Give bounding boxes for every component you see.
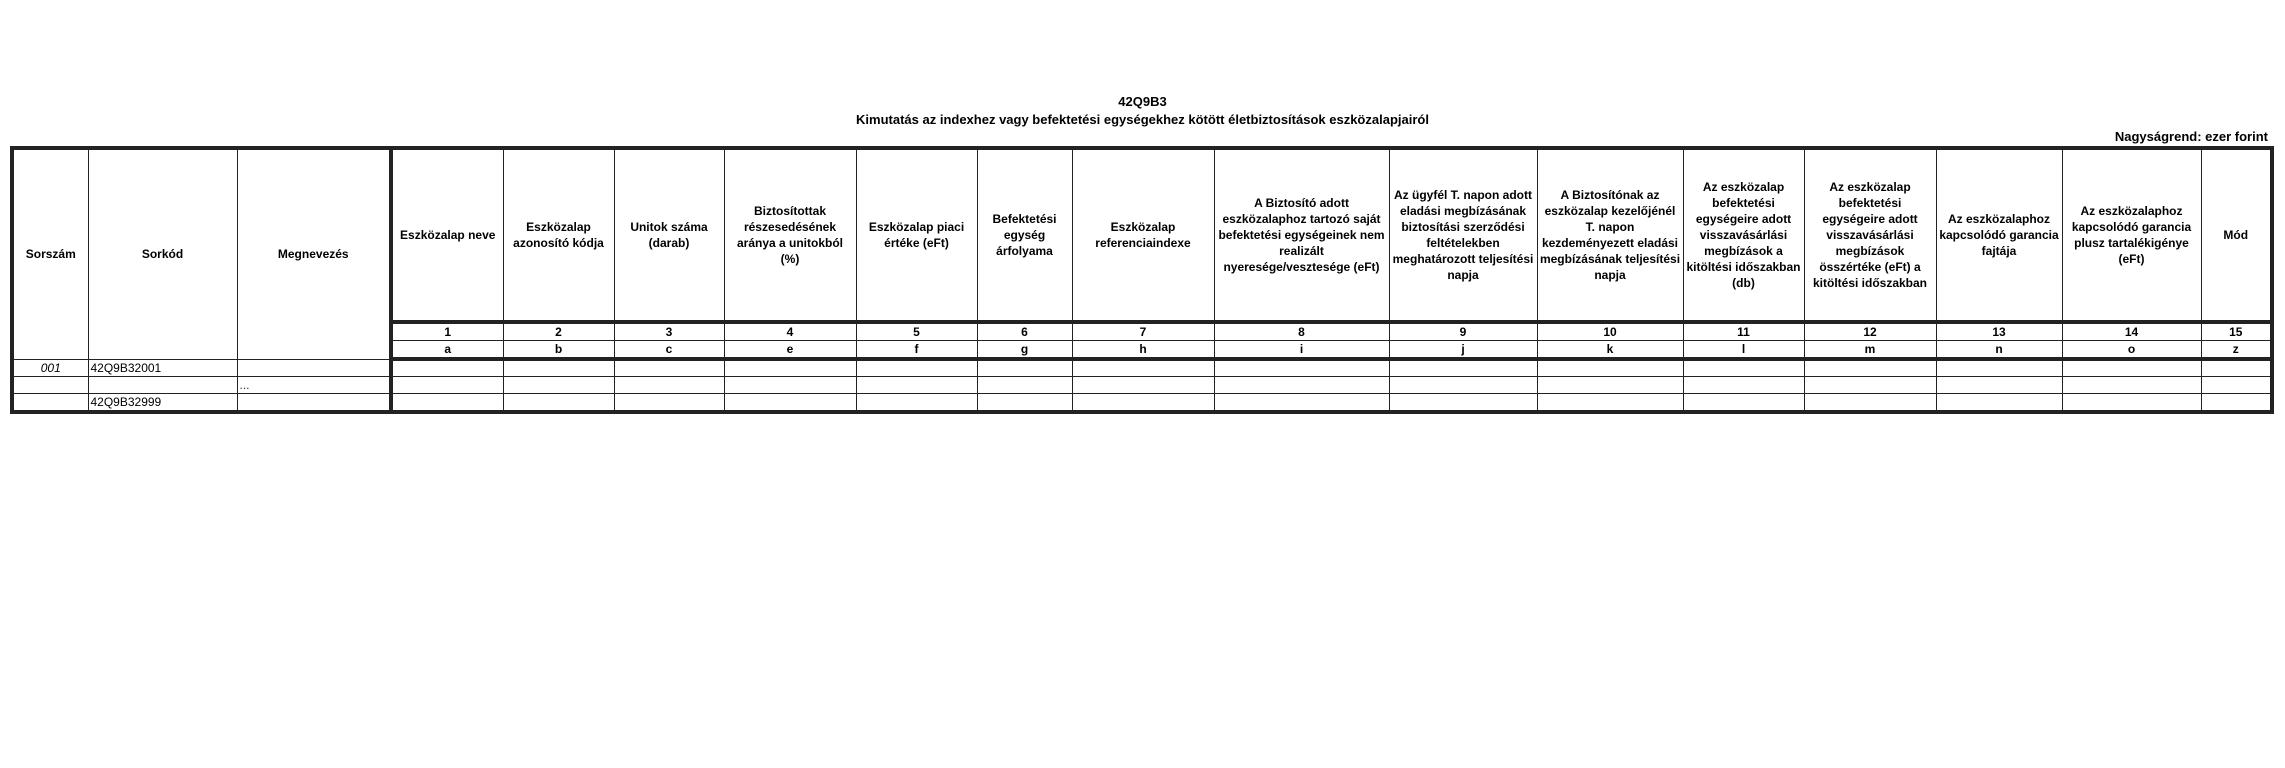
col-letter-l: l (1683, 341, 1804, 360)
report-code: 42Q9B3 (1118, 94, 1167, 109)
header-sorszam: Sorszám (12, 148, 88, 359)
col-number-9: 9 (1389, 322, 1537, 341)
report-table (10, 146, 2274, 414)
data-cell[interactable] (1804, 359, 1936, 377)
header-col-10: A Biztosítónak az eszközalap kezelőjénél T. napon kezdeményezett eladási megbízásának teljesítési napja (1537, 148, 1683, 322)
unit-note: Nagyságrend: ezer forint (2114, 129, 2268, 144)
data-cell[interactable] (1683, 359, 1804, 377)
data-cell[interactable] (977, 359, 1072, 377)
data-cell[interactable] (1389, 359, 1537, 377)
header-sorkod: Sorkód (88, 148, 237, 359)
data-cell[interactable] (1072, 377, 1214, 394)
col-letter-c: c (614, 341, 724, 360)
header-col-7: Eszközalap referenciaindexe (1072, 148, 1214, 322)
col-letter-i: i (1214, 341, 1389, 360)
row-sorszam: 001 (12, 359, 88, 377)
data-cell[interactable] (1537, 394, 1683, 413)
data-cell[interactable] (1936, 359, 2062, 377)
data-cell[interactable] (391, 394, 503, 413)
col-number-7: 7 (1072, 322, 1214, 341)
data-cell[interactable] (614, 394, 724, 413)
col-number-12: 12 (1804, 322, 1936, 341)
header-col-8: A Biztosító adott eszközalaphoz tartozó saját befektetési egységeinek nem realizált nyeresége/vesztesége (eFt) (1214, 148, 1389, 322)
report-title: Kimutatás az indexhez vagy befektetési egységekhez kötött életbiztosítások eszközalapjairól (856, 112, 1429, 127)
data-cell[interactable] (1936, 394, 2062, 413)
data-cell[interactable] (724, 377, 856, 394)
col-letter-b: b (503, 341, 614, 360)
header-col-11: Az eszközalap befektetési egységeire adott visszavásárlási megbízások a kitöltési időszakban (db) (1683, 148, 1804, 322)
data-cell[interactable] (2201, 377, 2272, 394)
data-cell[interactable] (1214, 394, 1389, 413)
data-cell[interactable] (856, 377, 977, 394)
data-cell[interactable] (1936, 377, 2062, 394)
col-letter-a: a (391, 341, 503, 360)
data-cell[interactable] (1389, 377, 1537, 394)
data-cell[interactable] (1804, 394, 1936, 413)
row-megnevezes (237, 359, 391, 377)
header-col-2: Eszközalap azonosító kódja (503, 148, 614, 322)
report-header (0, 94, 2285, 128)
header-col-4: Biztosítottak részesedésének aránya a unitokból (%) (724, 148, 856, 322)
data-cell[interactable] (977, 377, 1072, 394)
header-col-12: Az eszközalap befektetési egységeire adott visszavásárlási megbízások összértéke (eFt) a kitöltési időszakban (1804, 148, 1936, 322)
header-col-9: Az ügyfél T. napon adott eladási megbízásának biztosítási szerződési feltételekben meghatározott teljesítési napja (1389, 148, 1537, 322)
header-col-13: Az eszközalaphoz kapcsolódó garancia fajtája (1936, 148, 2062, 322)
col-letter-h: h (1072, 341, 1214, 360)
col-letter-o: o (2062, 341, 2201, 360)
header-col-3: Unitok száma (darab) (614, 148, 724, 322)
col-number-3: 3 (614, 322, 724, 341)
data-cell[interactable] (1537, 359, 1683, 377)
table-row (12, 377, 2272, 394)
col-number-11: 11 (1683, 322, 1804, 341)
data-cell[interactable] (1683, 377, 1804, 394)
col-number-4: 4 (724, 322, 856, 341)
table-row (12, 394, 2272, 413)
header-col-5: Eszközalap piaci értéke (eFt) (856, 148, 977, 322)
data-cell[interactable] (1537, 377, 1683, 394)
data-cell[interactable] (2062, 394, 2201, 413)
header-col-1: Eszközalap neve (391, 148, 503, 322)
col-number-14: 14 (2062, 322, 2201, 341)
header-col-15: Mód (2201, 148, 2272, 322)
data-cell[interactable] (724, 359, 856, 377)
data-cell[interactable] (503, 394, 614, 413)
data-cell[interactable] (2201, 394, 2272, 413)
row-sorkod: 42Q9B32001 (88, 359, 237, 377)
col-number-1: 1 (391, 322, 503, 341)
col-number-5: 5 (856, 322, 977, 341)
row-sorkod (88, 377, 237, 394)
col-letter-g: g (977, 341, 1072, 360)
data-cell[interactable] (503, 359, 614, 377)
data-cell[interactable] (724, 394, 856, 413)
col-number-2: 2 (503, 322, 614, 341)
col-letter-e: e (724, 341, 856, 360)
data-cell[interactable] (391, 359, 503, 377)
col-number-10: 10 (1537, 322, 1683, 341)
data-cell[interactable] (856, 359, 977, 377)
data-cell[interactable] (1683, 394, 1804, 413)
row-megnevezes (237, 394, 391, 413)
row-megnevezes-ellipsis: ... (237, 377, 391, 394)
data-cell[interactable] (2062, 377, 2201, 394)
col-number-15: 15 (2201, 322, 2272, 341)
data-cell[interactable] (614, 377, 724, 394)
col-number-6: 6 (977, 322, 1072, 341)
data-cell[interactable] (2201, 359, 2272, 377)
data-cell[interactable] (856, 394, 977, 413)
table-row (12, 359, 2272, 377)
header-col-14: Az eszközalaphoz kapcsolódó garancia plusz tartalékigénye (eFt) (2062, 148, 2201, 322)
row-sorszam (12, 377, 88, 394)
col-letter-z: z (2201, 341, 2272, 360)
col-number-8: 8 (1214, 322, 1389, 341)
header-col-6: Befektetési egység árfolyama (977, 148, 1072, 322)
data-cell[interactable] (1072, 359, 1214, 377)
data-cell[interactable] (1072, 394, 1214, 413)
row-sorszam (12, 394, 88, 413)
data-cell[interactable] (503, 377, 614, 394)
data-cell[interactable] (2062, 359, 2201, 377)
data-cell[interactable] (1214, 377, 1389, 394)
data-cell[interactable] (977, 394, 1072, 413)
col-letter-n: n (1936, 341, 2062, 360)
col-letter-m: m (1804, 341, 1936, 360)
header-megnevezes: Megnevezés (237, 148, 391, 359)
data-cell[interactable] (391, 377, 503, 394)
row-sorkod: 42Q9B32999 (88, 394, 237, 413)
col-letter-f: f (856, 341, 977, 360)
col-letter-j: j (1389, 341, 1537, 360)
header-row (12, 148, 2272, 322)
data-cell[interactable] (1389, 394, 1537, 413)
col-number-13: 13 (1936, 322, 2062, 341)
data-cell[interactable] (1804, 377, 1936, 394)
data-cell[interactable] (1214, 359, 1389, 377)
col-letter-k: k (1537, 341, 1683, 360)
data-cell[interactable] (614, 359, 724, 377)
